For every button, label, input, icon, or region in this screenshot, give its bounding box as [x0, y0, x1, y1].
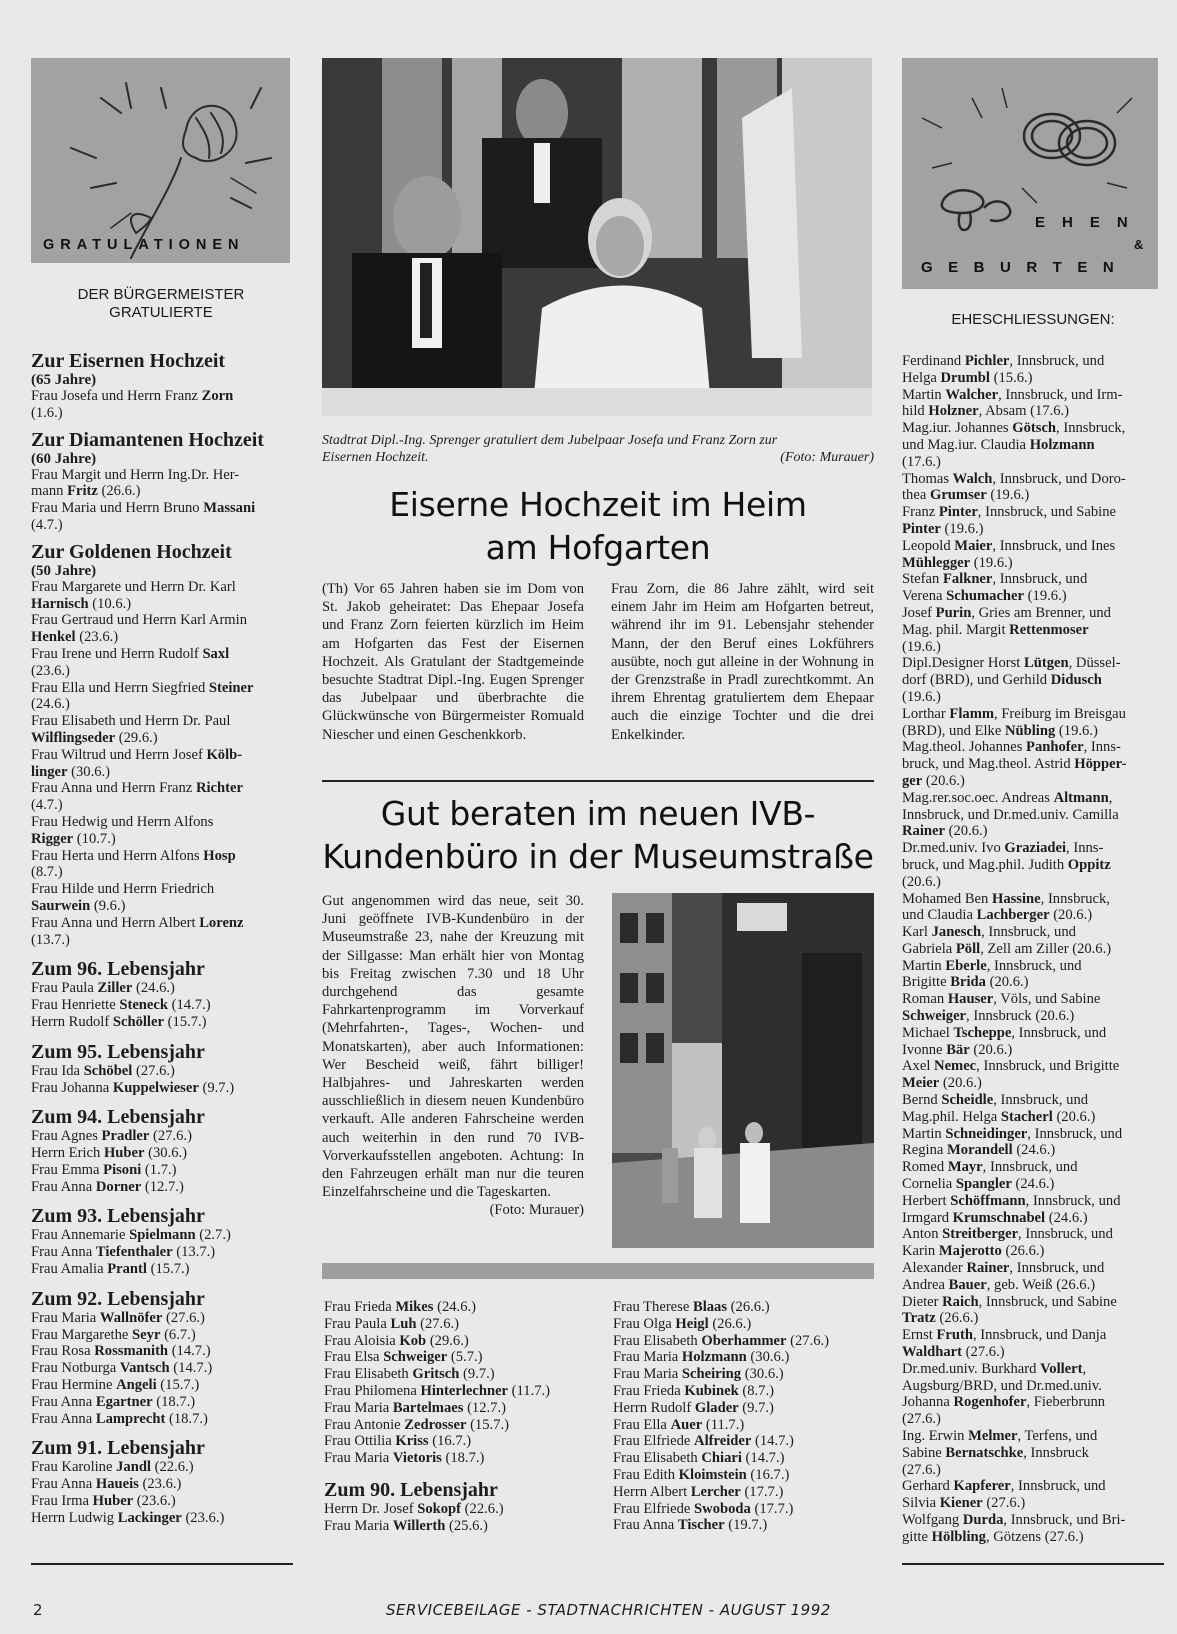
list-item: Axel Nemec, Innsbruck, und Brigitte	[902, 1058, 1120, 1075]
list-item: Mag.rer.soc.oec. Andreas Altmann,	[902, 789, 1113, 806]
list-item: Rigger (10.7.)	[31, 830, 116, 847]
list-item: Frau Johanna Kuppelwieser (9.7.)	[31, 1079, 235, 1096]
eiserne-subheading: (65 Jahre)	[31, 372, 97, 388]
list-item: Frau Margarethe Seyr (6.7.)	[31, 1326, 196, 1343]
list-item: Pinter (19.6.)	[902, 520, 984, 537]
list-item: (19.6.)	[902, 638, 941, 655]
list-item: Cornelia Spangler (24.6.)	[902, 1176, 1055, 1193]
list-item: Frau Amalia Prantl (15.7.)	[31, 1261, 190, 1278]
list-item: Frau Anna und Herrn Franz Richter	[31, 780, 243, 797]
list-item: ger (20.6.)	[902, 772, 965, 789]
list-item: Irmgard Krumschnabel (24.6.)	[902, 1209, 1088, 1226]
list-item: Harnisch (10.6.)	[31, 595, 132, 612]
ampersand-label: &	[1134, 237, 1144, 252]
list-item: Frau Herta und Herrn Alfons Hosp	[31, 847, 236, 864]
list-item: dorf (BRD), und Gerhild Didusch	[902, 672, 1102, 689]
list-item: Alexander Rainer, Innsbruck, und	[902, 1260, 1105, 1277]
list-item: mann Fritz (26.6.)	[31, 483, 141, 500]
list-item: Rainer (20.6.)	[902, 823, 988, 840]
list-item: bruck, und Mag.phil. Judith Oppitz	[902, 856, 1111, 873]
list-item: Frau Maria Vietoris (18.7.)	[324, 1450, 485, 1467]
list-item: (8.7.)	[31, 864, 63, 881]
list-item: Verena Schumacher (19.6.)	[902, 588, 1067, 605]
list-item: thea Grumser (19.6.)	[902, 487, 1030, 504]
list-item: Frau Annemarie Spielmann (2.7.)	[31, 1227, 231, 1244]
list-item: Herrn Rudolf Glader (9.7.)	[613, 1399, 774, 1416]
list-item: Henkel (23.6.)	[31, 629, 119, 646]
article1-headline	[322, 483, 874, 569]
list-item: Frau Ella und Herrn Siegfried Steiner	[31, 679, 254, 696]
tulip-icon	[31, 58, 290, 263]
goldene-heading: Zur Goldenen Hochzeit	[31, 540, 232, 563]
article1-headline-line-1: Eiserne Hochzeit im Heim	[389, 485, 807, 524]
article2-text: Gut angenommen wird das neue, seit 30. Juni geöffnete IVB-Kundenbüro in der Museumstraße 23, nahe der Kreuzung mit der Sillgasse: Man erhält hier von Montag bis Freitag zwischen 7.30 und 18 Uhr durchgehend das gesamte Fahrkartenprogramm im Vorverkauf (Mehrfahrten-, Tages-, Wochen- und Monatskarten), aber auch Informationen: Wer Bescheid weiß, fährt billiger! Halbjahres- und Jahreskarten werden ausschließlich in diesem neuen Kundenbüro verkauft. Alle anderen Fahrscheine werden auch weiterhin in den rund 70 IVB-Vorverkaufsstellen angeboten. Achtung: In den Fahrzeugen erhält man nur die teuren Einzelfahrscheine und die Tageskarten.	[322, 893, 584, 1201]
list-item: Frau Maria Willerth (25.6.)	[324, 1517, 488, 1534]
lebensjahr-91-heading: Zum 91. Lebensjahr	[31, 1437, 205, 1460]
list-item: Ivonne Bär (20.6.)	[902, 1041, 1013, 1058]
list-item: Frau Karoline Jandl (22.6.)	[31, 1459, 194, 1476]
list-item: Frau Elisabeth Gritsch (9.7.)	[324, 1366, 495, 1383]
article2-credit: (Foto: Murauer)	[489, 1202, 584, 1219]
list-item: Frau Elfriede Alfreider (14.7.)	[613, 1433, 794, 1450]
article2-headline-line-1: Gut beraten im neuen IVB-	[380, 794, 816, 833]
list-item: Franz Pinter, Innsbruck, und Sabine	[902, 504, 1117, 521]
list-item: (27.6.)	[902, 1461, 941, 1478]
list-item: Frau Maria Holzmann (30.6.)	[613, 1349, 790, 1366]
list-item: Frau Emma Pisoni (1.7.)	[31, 1161, 177, 1178]
list-item: Frau Anna Lamprecht (18.7.)	[31, 1410, 208, 1427]
kundenbuero-photo	[612, 893, 874, 1248]
right-column-list	[902, 353, 1164, 1546]
jubelpaar-photo-caption	[322, 433, 874, 466]
list-item: Frau Hedwig und Herrn Alfons	[31, 813, 214, 830]
list-item: Mohamed Ben Hassine, Innsbruck,	[902, 890, 1110, 907]
article2-body	[322, 892, 584, 1220]
list-item: Andrea Bauer, geb. Weiß (26.6.)	[902, 1276, 1096, 1293]
eiserne-entries	[31, 388, 293, 422]
list-item: (13.7.)	[31, 931, 70, 948]
list-item: (20.6.)	[902, 873, 941, 890]
ehen-label: EHEN	[1035, 214, 1145, 231]
lebensjahr-96-heading: Zum 96. Lebensjahr	[31, 958, 205, 981]
list-item: Herbert Schöffmann, Innsbruck, und	[902, 1192, 1121, 1209]
article2-headline	[322, 792, 874, 878]
list-item: Ing. Erwin Melmer, Terfens, und	[902, 1428, 1098, 1444]
list-item: linger (30.6.)	[31, 763, 111, 780]
list-item: Frau Elfriede Swoboda (17.7.)	[613, 1500, 794, 1517]
list-item: Tratz (26.6.)	[902, 1310, 979, 1327]
list-item: Meier (20.6.)	[902, 1075, 982, 1092]
list-item: Gerhard Kapferer, Innsbruck, und	[902, 1478, 1106, 1495]
list-item: Frau Wiltrud und Herrn Josef Kölb-	[31, 746, 243, 763]
list-item: Frau Hermine Angeli (15.7.)	[31, 1377, 200, 1394]
list-item: Romed Mayr, Innsbruck, und	[902, 1159, 1078, 1176]
list-item: Stefan Falkner, Innsbruck, und	[902, 571, 1088, 588]
list-item: Frau Paula Luh (27.6.)	[324, 1315, 460, 1332]
jubelpaar-photo	[322, 58, 872, 416]
eheschliessungen-subhead: EHESCHLIESSUNGEN:	[951, 311, 1115, 328]
list-item: Frau Antonie Zedrosser (15.7.)	[324, 1416, 509, 1433]
separator-bar	[322, 1263, 874, 1279]
list-item: Ferdinand Pichler, Innsbruck, und	[902, 353, 1105, 369]
list-item: Frau Elisabeth und Herrn Dr. Paul	[31, 713, 231, 730]
kundenbuero-photo-drawing	[612, 893, 874, 1248]
center-rule-1	[322, 780, 874, 782]
list-item: Sabine Bernatschke, Innsbruck	[902, 1444, 1089, 1461]
gratulationen-label: GRATULATIONEN	[43, 237, 245, 253]
center-lower-column-1	[324, 1299, 594, 1535]
list-item: Martin Walcher, Innsbruck, und Irm-	[902, 386, 1123, 403]
list-item: (19.6.)	[902, 688, 941, 705]
list-item: Herrn Rudolf Schöller (15.7.)	[31, 1013, 207, 1030]
diamantene-heading: Zur Diamantenen Hochzeit	[31, 428, 264, 451]
list-item: (17.6.)	[902, 453, 941, 470]
list-item: Anton Streitberger, Innsbruck, und	[902, 1226, 1113, 1243]
list-item: Frau Margarete und Herrn Dr. Karl	[31, 578, 236, 595]
list-item: Frau Anna Haueis (23.6.)	[31, 1476, 182, 1493]
lebensjahr-92-entries	[31, 1310, 293, 1428]
list-item: Dipl.Designer Horst Lütgen, Düssel-	[902, 655, 1121, 672]
lebensjahr-94-entries	[31, 1128, 293, 1195]
list-item: (BRD), und Elke Nübling (19.6.)	[902, 722, 1098, 739]
buergermeister-subhead	[31, 286, 291, 322]
lebensjahr-90-entries	[324, 1501, 594, 1535]
list-item: Frau Elisabeth Oberhammer (27.6.)	[613, 1332, 830, 1349]
list-item: Frau Maria und Herrn Bruno Massani	[31, 500, 256, 517]
list-item: Ernst Fruth, Innsbruck, und Danja	[902, 1327, 1107, 1344]
lebensjahr-93-heading: Zum 93. Lebensjahr	[31, 1205, 205, 1228]
list-item: Waldhart (27.6.)	[902, 1344, 1005, 1361]
lebensjahr-91-entries	[31, 1459, 293, 1526]
list-item: Frau Paula Ziller (24.6.)	[31, 980, 175, 997]
list-item: Frau Olga Heigl (26.6.)	[613, 1315, 752, 1332]
list-item: Frau Josefa und Herrn Franz Zorn	[31, 388, 234, 404]
list-item: bruck, und Mag.theol. Astrid Höpper-	[902, 756, 1127, 773]
list-item: Gabriela Pöll, Zell am Ziller (20.6.)	[902, 940, 1112, 957]
lebensjahr-92-heading: Zum 92. Lebensjahr	[31, 1287, 205, 1310]
list-item: Frau Therese Blaas (26.6.)	[613, 1299, 770, 1315]
list-item: Regina Morandell (24.6.)	[902, 1142, 1056, 1159]
list-item: Frau Edith Kloimstein (16.7.)	[613, 1466, 790, 1483]
list-item: Wilflingseder (29.6.)	[31, 729, 158, 746]
list-item: Mag.theol. Johannes Panhofer, Inns-	[902, 739, 1121, 756]
list-item: Frau Elsa Schweiger (5.7.)	[324, 1349, 483, 1366]
center-lower-column-2	[613, 1299, 883, 1534]
gratulationen-graphic	[31, 58, 290, 263]
left-column-list	[31, 350, 293, 1527]
list-item: Dieter Raich, Innsbruck, und Sabine	[902, 1293, 1117, 1310]
rings-icon	[902, 58, 1158, 289]
goldene-subheading: (50 Jahre)	[31, 562, 97, 579]
lebensjahr-93-entries	[31, 1227, 293, 1277]
list-item: (24.6.)	[31, 696, 70, 713]
list-item: Frau Elisabeth Chiari (14.7.)	[613, 1450, 785, 1467]
caption-credit: (Foto: Murauer)	[780, 449, 874, 465]
lower-col1-entries	[324, 1299, 594, 1467]
lebensjahr-95-entries	[31, 1063, 293, 1097]
list-item: Saurwein (9.6.)	[31, 897, 126, 914]
list-item: Leopold Maier, Innsbruck, und Ines	[902, 537, 1116, 554]
list-item: gitte Hölbling, Götzens (27.6.)	[902, 1528, 1084, 1545]
list-item: Frau Agnes Pradler (27.6.)	[31, 1128, 192, 1145]
list-item: Herrn Dr. Josef Sokopf (22.6.)	[324, 1500, 504, 1517]
list-item: Frau Irene und Herrn Rudolf Saxl	[31, 645, 230, 662]
list-item: Roman Hauser, Völs, und Sabine	[902, 991, 1101, 1008]
list-item: Innsbruck, und Dr.med.univ. Camilla	[902, 806, 1119, 823]
list-item: Mag. phil. Margit Rettenmoser	[902, 621, 1089, 638]
ehen-geburten-graphic	[902, 58, 1158, 289]
lebensjahr-96-entries	[31, 980, 293, 1030]
lebensjahr-90-heading: Zum 90. Lebensjahr	[324, 1478, 498, 1501]
goldene-entries	[31, 579, 293, 949]
left-bottom-rule	[31, 1563, 293, 1565]
list-item: Herrn Erich Huber (30.6.)	[31, 1145, 188, 1162]
lebensjahr-95-heading: Zum 95. Lebensjahr	[31, 1040, 205, 1063]
list-item: Schweiger, Innsbruck (20.6.)	[902, 1008, 1075, 1025]
list-item: und Claudia Lachberger (20.6.)	[902, 907, 1093, 924]
lebensjahr-94-heading: Zum 94. Lebensjahr	[31, 1106, 205, 1129]
eiserne-heading: Zur Eisernen Hochzeit	[31, 350, 226, 372]
list-item: Johanna Rogenhofer, Fieberbrunn	[902, 1394, 1106, 1411]
list-item: Frau Ottilia Kriss (16.7.)	[324, 1433, 472, 1450]
list-item: Frau Philomena Hinterlechner (11.7.)	[324, 1382, 551, 1399]
list-item: Dr.med.univ. Ivo Graziadei, Inns-	[902, 840, 1104, 857]
list-item: Frau Henriette Steneck (14.7.)	[31, 997, 211, 1014]
article1-headline-line-2: am Hofgarten	[485, 528, 711, 567]
list-item: Frau Aloisia Kob (29.6.)	[324, 1332, 469, 1349]
list-item: Lorthar Flamm, Freiburg im Breisgau	[902, 705, 1126, 722]
list-item: Frau Gertraud und Herrn Karl Armin	[31, 612, 248, 629]
footer-title: SERVICEBEILAGE - STADTNACHRICHTEN - AUGUST 1992	[386, 1601, 831, 1619]
article2-headline-line-2: Kundenbüro in der Museumstraße	[322, 837, 874, 876]
subhead-line-1: DER BÜRGERMEISTER	[77, 286, 245, 303]
list-item: (4.7.)	[31, 516, 63, 533]
list-item: (1.6.)	[31, 404, 63, 421]
list-item: Frau Notburga Vantsch (14.7.)	[31, 1360, 213, 1377]
list-item: Frau Maria Scheiring (30.6.)	[613, 1366, 784, 1383]
list-item: Helga Drumbl (15.6.)	[902, 369, 1033, 386]
list-item: Frau Maria Wallnöfer (27.6.)	[31, 1309, 205, 1326]
list-item: und Mag.iur. Claudia Holzmann	[902, 436, 1095, 453]
list-item: Frau Margit und Herrn Ing.Dr. Her-	[31, 466, 240, 483]
page-number: 2	[33, 1601, 44, 1619]
list-item: Frau Irma Huber (23.6.)	[31, 1493, 176, 1510]
list-item: Frau Rosa Rossmanith (14.7.)	[31, 1343, 211, 1360]
right-bottom-rule	[902, 1563, 1164, 1565]
list-item: Karl Janesch, Innsbruck, und	[902, 924, 1076, 941]
caption-line-1: Stadtrat Dipl.-Ing. Sprenger gratuliert dem Jubelpaar Josefa und Franz Zorn zur	[322, 433, 778, 448]
list-item: Brigitte Brida (20.6.)	[902, 974, 1029, 991]
list-item: Herrn Ludwig Lackinger (23.6.)	[31, 1509, 225, 1526]
list-item: (27.6.)	[902, 1411, 941, 1428]
lower-col2-entries	[613, 1299, 883, 1534]
list-item: Mag.iur. Johannes Götsch, Innsbruck,	[902, 420, 1126, 437]
list-item: Frau Frieda Kubinek (8.7.)	[613, 1382, 774, 1399]
list-item: (23.6.)	[31, 662, 70, 679]
list-item: Frau Frieda Mikes (24.6.)	[324, 1299, 477, 1315]
list-item: Frau Maria Bartelmaes (12.7.)	[324, 1399, 506, 1416]
list-item: Frau Anna Tiefenthaler (13.7.)	[31, 1244, 216, 1261]
list-item: Mag.phil. Helga Stacherl (20.6.)	[902, 1108, 1096, 1125]
diamantene-entries	[31, 467, 293, 534]
list-item: Silvia Kiener (27.6.)	[902, 1495, 1026, 1512]
list-item: Frau Anna und Herrn Albert Lorenz	[31, 914, 244, 931]
list-item: Wolfgang Durda, Innsbruck, und Bri-	[902, 1511, 1126, 1528]
list-item: Augsburg/BRD, und Dr.med.univ.	[902, 1377, 1102, 1394]
jubelpaar-photo-drawing	[322, 58, 872, 416]
list-item: Mühlegger (19.6.)	[902, 554, 1013, 571]
article1-column-2: Frau Zorn, die 86 Jahre zählt, wird seit einem Jahr im Heim am Hofgarten betreut, während ihr im 91. Lebensjahr stehender Mann, der den Beruf eines Lokführers ausübte, noch gut alleine in der Wohnung in der Grenzstraße in Pradl zurechtkommt. An ihrem Ehrentag gratuliertem dem Ehepaar auch die einzige Tochter und die drei Enkelkinder.	[611, 581, 874, 743]
list-item: Josef Purin, Gries am Brenner, und	[902, 604, 1111, 621]
list-item: Frau Anna Dorner (12.7.)	[31, 1178, 184, 1195]
list-item: Martin Schneidinger, Innsbruck, und	[902, 1125, 1123, 1142]
list-item: Herrn Albert Lercher (17.7.)	[613, 1483, 784, 1500]
eheschliessungen-entries	[902, 353, 1164, 1546]
list-item: Dr.med.univ. Burkhard Vollert,	[902, 1360, 1087, 1377]
geburten-label: GEBURTEN	[921, 259, 1130, 276]
list-item: Frau Anna Tischer (19.7.)	[613, 1517, 768, 1534]
list-item: Martin Eberle, Innsbruck, und	[902, 957, 1082, 974]
subhead-line-2: GRATULIERTE	[109, 304, 213, 321]
list-item: (4.7.)	[31, 797, 63, 814]
list-item: Frau Anna Egartner (18.7.)	[31, 1393, 196, 1410]
list-item: Michael Tscheppe, Innsbruck, und	[902, 1024, 1107, 1041]
diamantene-subheading: (60 Jahre)	[31, 450, 97, 467]
article1-column-1: (Th) Vor 65 Jahren haben sie im Dom von St. Jakob geheiratet: Das Ehepaar Josefa und Franz Zorn feierten kürzlich im Heim am Hofgarten das Fest der Eisernen Hochzeit. Als Gratulant der Stadtgemeinde besuchte Stadtrat Dipl.-Ing. Eugen Sprenger das Jubelpaar und überbrachte die Glückwünsche von Bürgermeister Romuald Niescher und einen Geschenkkorb.	[322, 581, 584, 743]
list-item: Thomas Walch, Innsbruck, und Doro-	[902, 470, 1126, 487]
list-item: Bernd Scheidle, Innsbruck, und	[902, 1092, 1089, 1109]
list-item: hild Holzner, Absam (17.6.)	[902, 403, 1070, 420]
list-item: Karin Majerotto (26.6.)	[902, 1243, 1045, 1260]
list-item: Frau Hilde und Herrn Friedrich	[31, 881, 215, 898]
caption-line-2: Eisernen Hochzeit.	[322, 449, 429, 465]
list-item: Frau Ida Schöbel (27.6.)	[31, 1062, 175, 1079]
list-item: Frau Ella Auer (11.7.)	[613, 1416, 745, 1433]
